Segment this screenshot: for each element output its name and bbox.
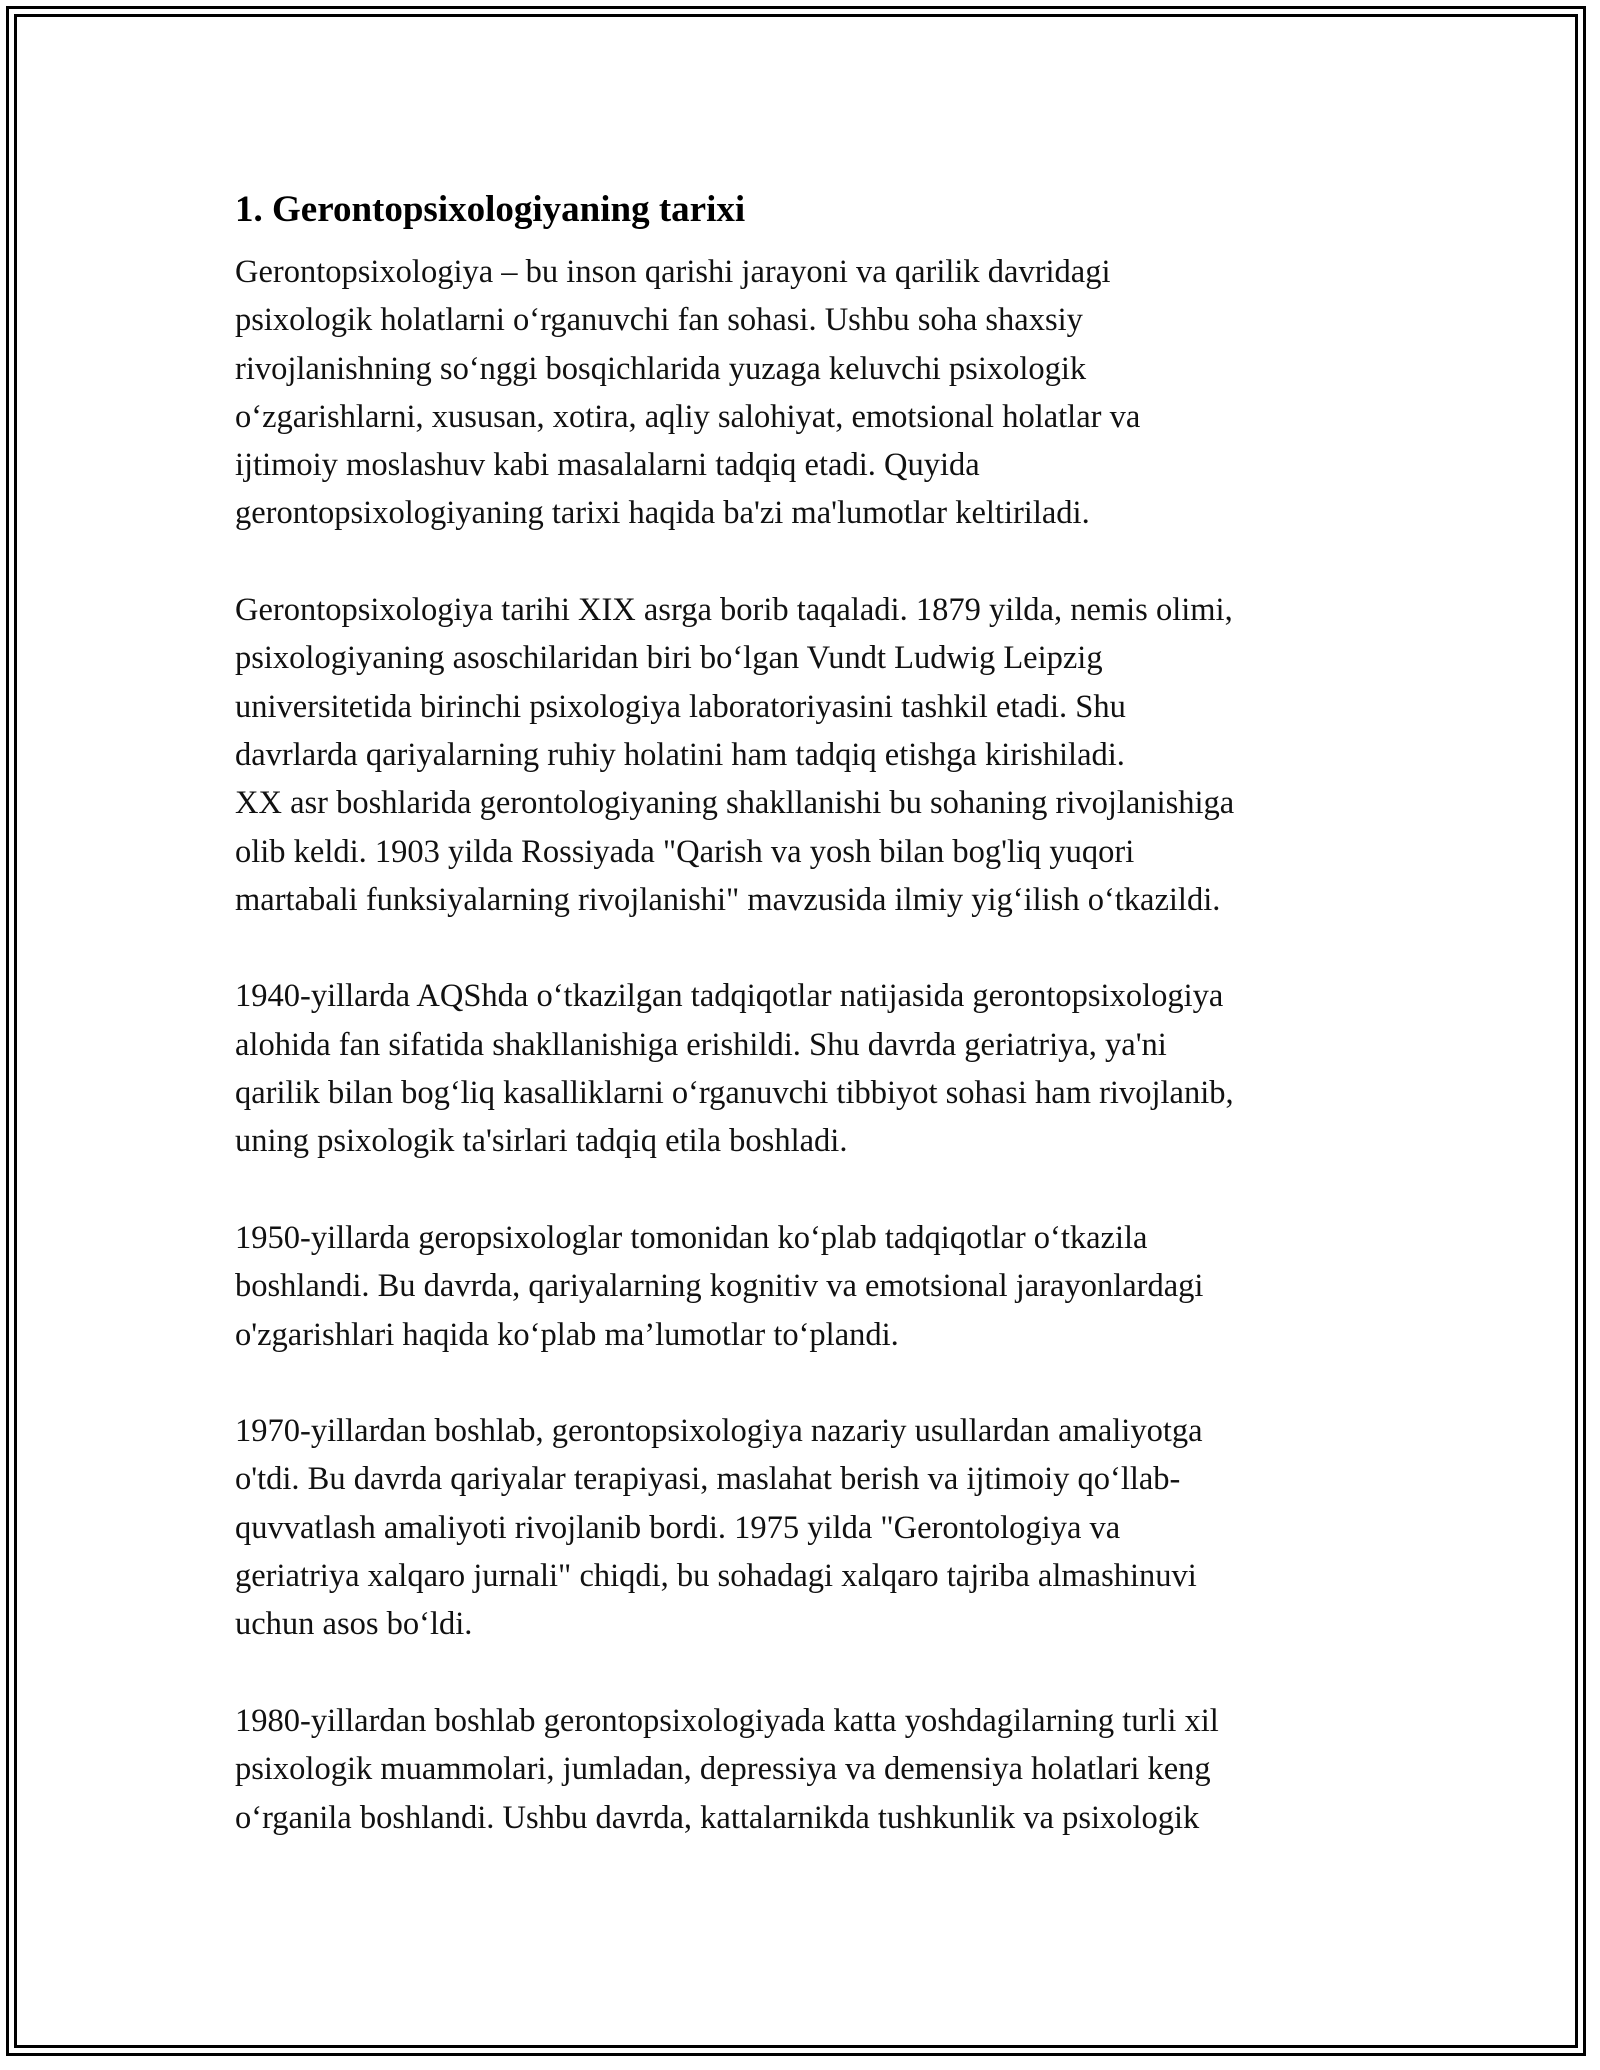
text-line: uning psixologik ta'sirlari tadqiq etila boshladi. [235, 1123, 848, 1160]
text-line: Gerontopsixologiya tarihi XIX asrga borib taqaladi. 1879 yilda, nemis olimi, [235, 592, 1233, 629]
text-line: o‘rganila boshlandi. Ushbu davrda, kattalarnikda tushkunlik va psixologik [235, 1799, 1200, 1836]
text-line: gerontopsixologiyaning tarixi haqida ba'zi ma'lumotlar keltiriladi. [235, 495, 1090, 532]
text-line: universitetida birinchi psixologiya laboratoriyasini tashkil etadi. Shu [235, 688, 1126, 725]
paragraph-1940s [235, 972, 1375, 1165]
text-line: qarilik bilan bog‘liq kasalliklarni o‘rganuvchi tibbiyot sohasi ham rivojlanib, [235, 1075, 1234, 1112]
document-body [235, 186, 1375, 1890]
text-line: geriatriya xalqaro jurnali" chiqdi, bu sohadagi xalqaro tajriba almashinuvi [235, 1558, 1197, 1595]
text-line: 1970-yillardan boshlab, gerontopsixologiya nazariy usullardan amaliyotga [235, 1413, 1203, 1450]
text-line: uchun asos bo‘ldi. [235, 1606, 473, 1643]
text-line: 1950-yillarda geropsixologlar tomonidan ko‘plab tadqiqotlar o‘tkazila [235, 1219, 1148, 1256]
paragraph-definition [235, 248, 1375, 538]
text-line: martabali funksiyalarning rivojlanishi" mavzusida ilmiy yig‘ilish o‘tkazildi. [235, 881, 1221, 918]
text-line: boshlandi. Bu davrda, qariyalarning kognitiv va emotsional jarayonlardagi [235, 1268, 1204, 1305]
text-line: 1980-yillardan boshlab gerontopsixologiyada katta yoshdagilarning turli xil [235, 1702, 1219, 1739]
paragraph-19th-century [235, 586, 1375, 924]
text-line: o‘zgarishlarni, xususan, xotira, aqliy salohiyat, emotsional holatlar va [235, 398, 1141, 435]
section-heading: 1. Gerontopsixologiyaning tarixi [235, 189, 746, 230]
text-line: o'tdi. Bu davrda qariyalar terapiyasi, maslahat berish va ijtimoiy qo‘llab- [235, 1461, 1181, 1498]
text-line: alohida fan sifatida shakllanishiga erishildi. Shu davrda geriatriya, ya'ni [235, 1026, 1167, 1063]
text-line: olib keldi. 1903 yilda Rossiyada "Qarish va yosh bilan bog'liq yuqori [235, 833, 1135, 870]
text-line: davrlarda qariyalarning ruhiy holatini ham tadqiq etishga kirishiladi. [235, 736, 1125, 773]
text-line: XX asr boshlarida gerontologiyaning shakllanishi bu sohaning rivojlanishiga [235, 785, 1235, 822]
text-line: Gerontopsixologiya – bu inson qarishi jarayoni va qarilik davridagi [235, 254, 1111, 290]
text-line: 1940-yillarda AQShda o‘tkazilgan tadqiqotlar natijasida gerontopsixologiya [235, 978, 1224, 1015]
text-line: quvvatlash amaliyoti rivojlanib bordi. 1975 yilda "Gerontologiya va [235, 1509, 1121, 1546]
paragraph-1970s [235, 1407, 1375, 1648]
text-line: rivojlanishning so‘nggi bosqichlarida yuzaga keluvchi psixologik [235, 350, 1087, 387]
text-line: psixologiyaning asoschilaridan biri bo‘lgan Vundt Ludwig Leipzig [235, 640, 1103, 677]
text-line: o'zgarishlari haqida ko‘plab ma’lumotlar to‘plandi. [235, 1316, 899, 1353]
text-line: psixologik muammolari, jumladan, depressiya va demensiya holatlari keng [235, 1751, 1211, 1788]
text-line: psixologik holatlarni o‘rganuvchi fan sohasi. Ushbu soha shaxsiy [235, 302, 1083, 339]
paragraph-1980s [235, 1697, 1375, 1842]
paragraph-1950s [235, 1214, 1375, 1359]
text-line: ijtimoiy moslashuv kabi masalalarni tadqiq etadi. Quyida [235, 447, 980, 484]
